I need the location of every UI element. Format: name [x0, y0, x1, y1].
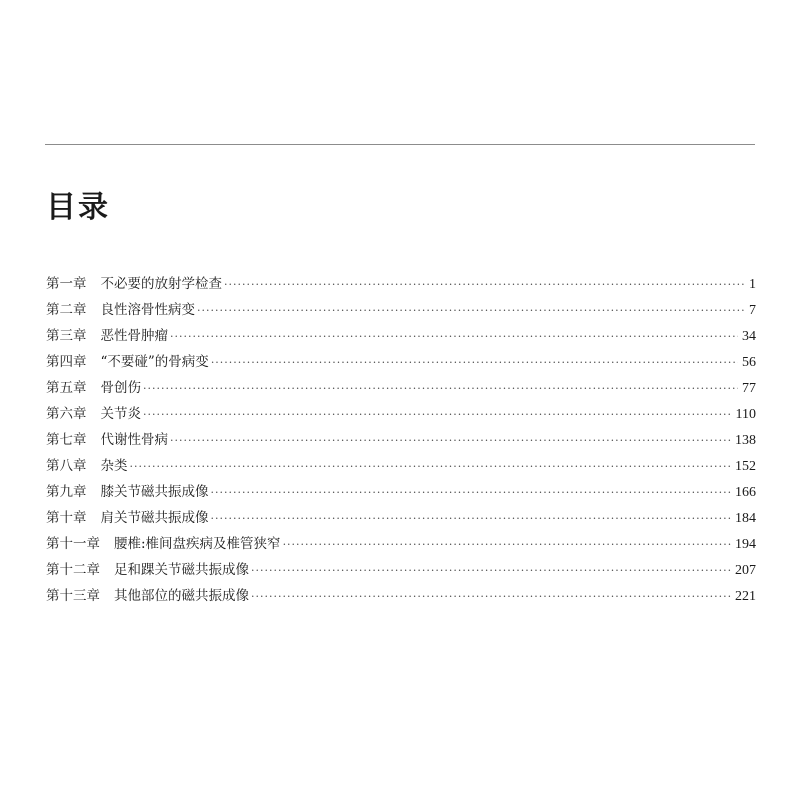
chapter-title: “不要碰”的骨病变: [100, 354, 209, 370]
dot-leader: [170, 324, 738, 350]
chapter-number: 第九章: [46, 484, 87, 500]
toc-entry[interactable]: [46, 375, 756, 401]
chapter-title: 不必要的放射学检查: [100, 276, 222, 292]
dot-leader: [211, 350, 738, 376]
page-number: 184: [735, 511, 756, 526]
chapter-number: 第八章: [46, 458, 87, 474]
dot-leader: [197, 298, 745, 324]
top-divider: [45, 144, 755, 145]
chapter-title: 杂类: [100, 458, 128, 474]
toc-entry[interactable]: [46, 323, 756, 349]
page-number: 34: [742, 329, 756, 344]
chapter-title: 关节炎: [100, 406, 141, 422]
page-number: 110: [735, 407, 756, 422]
page-number: 56: [742, 355, 756, 370]
dot-leader: [283, 532, 731, 558]
page-number: 221: [735, 589, 756, 604]
toc-entry[interactable]: [46, 401, 756, 427]
chapter-title: 腰椎:椎间盘疾病及椎管狭窄: [114, 536, 281, 552]
dot-leader: [224, 272, 745, 298]
toc-entry[interactable]: [46, 583, 756, 609]
page-number: 7: [749, 303, 756, 318]
toc-entry[interactable]: [46, 297, 756, 323]
chapter-number: 第一章: [46, 276, 87, 292]
chapter-number: 第十二章: [46, 562, 100, 578]
page-number: 194: [735, 537, 756, 552]
toc-entry[interactable]: [46, 271, 756, 297]
chapter-number: 第二章: [46, 302, 87, 318]
toc-entry[interactable]: [46, 349, 756, 375]
page-number: 138: [735, 433, 756, 448]
chapter-title: 肩关节磁共振成像: [100, 510, 209, 526]
page-number: 152: [735, 459, 756, 474]
chapter-number: 第四章: [46, 354, 87, 370]
chapter-number: 第五章: [46, 380, 87, 396]
dot-leader: [211, 480, 732, 506]
dot-leader: [170, 428, 731, 454]
chapter-title: 恶性骨肿瘤: [100, 328, 168, 344]
toc-entry[interactable]: [46, 531, 756, 557]
chapter-title: 良性溶骨性病变: [100, 302, 195, 318]
chapter-title: 骨创伤: [100, 380, 141, 396]
chapter-number: 第七章: [46, 432, 87, 448]
dot-leader: [211, 506, 732, 532]
chapter-number: 第三章: [46, 328, 87, 344]
chapter-title: 膝关节磁共振成像: [100, 484, 209, 500]
chapter-title: 足和踝关节磁共振成像: [114, 562, 249, 578]
dot-leader: [143, 376, 738, 402]
page-number: 1: [749, 277, 756, 292]
chapter-title: 其他部位的磁共振成像: [114, 588, 249, 604]
page-number: 207: [735, 563, 756, 578]
dot-leader: [143, 402, 732, 428]
page-title: 目录: [46, 190, 110, 226]
toc-entry[interactable]: [46, 479, 756, 505]
page-number: 77: [742, 381, 756, 396]
chapter-number: 第十一章: [46, 536, 100, 552]
chapter-title: 代谢性骨病: [100, 432, 168, 448]
page-number: 166: [735, 485, 756, 500]
chapter-number: 第十三章: [46, 588, 100, 604]
chapter-number: 第十章: [46, 510, 87, 526]
toc-entry[interactable]: [46, 453, 756, 479]
dot-leader: [130, 454, 732, 480]
dot-leader: [251, 584, 731, 610]
chapter-number: 第六章: [46, 406, 87, 422]
toc-entry[interactable]: [46, 427, 756, 453]
toc-entry[interactable]: [46, 557, 756, 583]
toc-entry[interactable]: [46, 505, 756, 531]
table-of-contents: [46, 271, 756, 609]
dot-leader: [251, 558, 731, 584]
